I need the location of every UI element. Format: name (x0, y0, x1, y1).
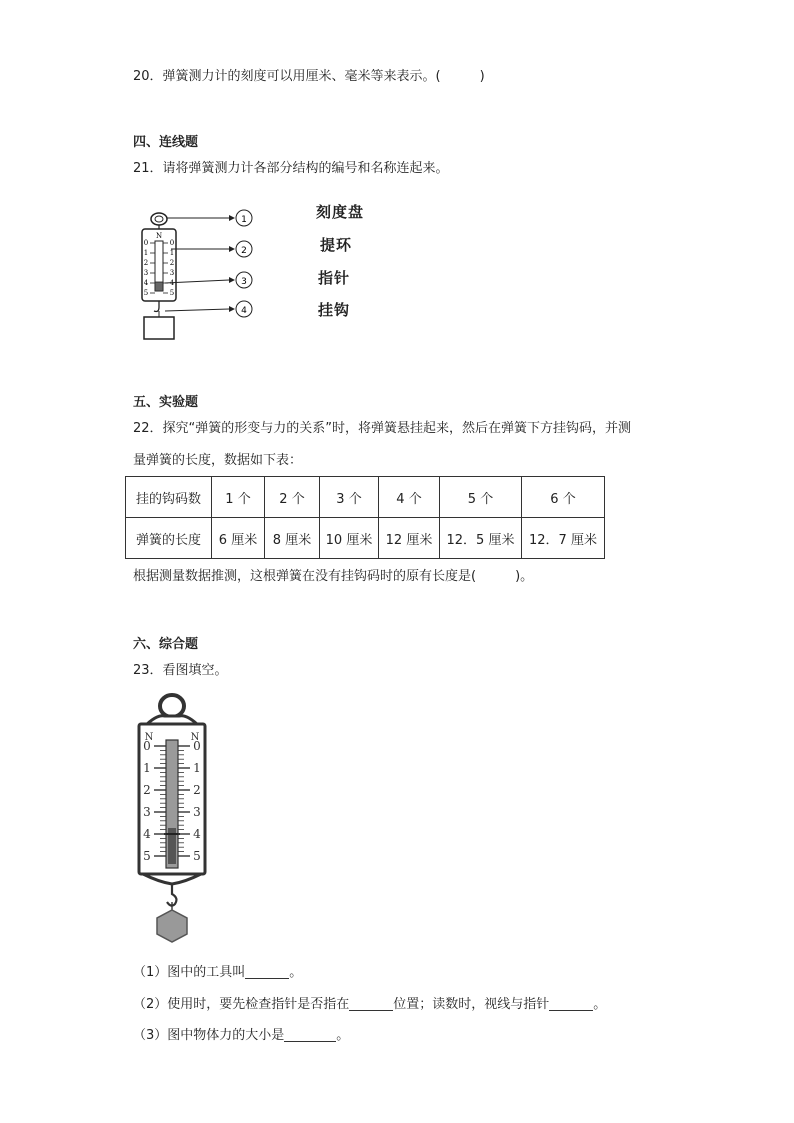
section-4-title: 四、连线题 (133, 135, 199, 150)
table-cell: 5 个 (440, 477, 522, 518)
spring-data-table (125, 476, 605, 559)
scale-number: 1 (169, 249, 175, 257)
scale-number: 4 (193, 827, 201, 841)
scale-number: 0 (143, 239, 149, 247)
name-pointer: 指针 (318, 269, 351, 287)
callout-number-3: 3 (241, 277, 247, 287)
scale-number: 1 (143, 761, 151, 775)
table-cell: 弹簧的长度 (126, 518, 212, 559)
scale-number: 3 (193, 805, 201, 819)
question-23-sub1: （1）图中的工具叫 。 (133, 965, 303, 980)
name-dial: 刻度盘 (316, 203, 365, 221)
table-row (126, 477, 605, 518)
section-6-title: 六、综合题 (133, 637, 199, 652)
answer-blank-2[interactable] (349, 996, 393, 1011)
hook (154, 301, 159, 312)
unit-label-left: N (144, 732, 154, 743)
callout-number-2: 2 (241, 246, 247, 256)
question-23: 23．看图填空。 (133, 663, 228, 678)
weight-block (144, 317, 174, 339)
ring-outer (151, 213, 167, 225)
table-cell: 8 厘米 (265, 518, 320, 559)
table-cell: 12 厘米 (379, 518, 440, 559)
table-cell: 1 个 (212, 477, 265, 518)
section-5-title: 五、实验题 (133, 395, 199, 410)
table-cell: 12．5 厘米 (440, 518, 522, 559)
scale-number: 5 (143, 289, 149, 297)
question-23-sub3: （3）图中物体力的大小是 。 (133, 1028, 350, 1043)
table-cell: 6 厘米 (212, 518, 265, 559)
scale-number: 3 (143, 269, 149, 277)
table-cell: 12．7 厘米 (522, 518, 605, 559)
scale-number: 5 (193, 849, 201, 863)
name-ring: 提环 (320, 236, 353, 254)
scale-number: 2 (143, 783, 151, 797)
question-20: 20．弹簧测力计的刻度可以用厘米、毫米等来表示。( ) (133, 69, 485, 84)
name-hook: 挂钩 (318, 301, 351, 319)
answer-blank-4[interactable] (284, 1027, 336, 1042)
spring-scale-small-diagram (135, 205, 260, 345)
table-cell: 挂的钩码数 (126, 477, 212, 518)
ring-inner (155, 216, 163, 222)
hexagon-weight (157, 910, 187, 942)
table-cell: 4 个 (379, 477, 440, 518)
scale-number: 4 (143, 279, 149, 287)
answer-blank-1[interactable] (245, 964, 289, 979)
table-cell: 6 个 (522, 477, 605, 518)
scale-number: 0 (193, 739, 201, 753)
callout-number-1: 1 (241, 215, 247, 225)
unit-label-right: N (190, 732, 200, 743)
question-22-line1: 22．探究“弹簧的形变与力的关系”时，将弹簧悬挂起来，然后在弹簧下方挂钩码，并测 (133, 421, 632, 436)
unit-label: N (155, 232, 163, 240)
question-21: 21．请将弹簧测力计各部分结构的编号和名称连起来。 (133, 161, 449, 176)
scale-number: 0 (143, 739, 151, 753)
pointer (155, 282, 163, 291)
scale-number: 2 (169, 259, 175, 267)
scale-number: 5 (169, 289, 175, 297)
ring (160, 695, 184, 717)
table-cell: 10 厘米 (320, 518, 379, 559)
scale-number: 2 (143, 259, 149, 267)
scale-number: 5 (143, 849, 151, 863)
scale-number: 4 (143, 827, 151, 841)
table-row (126, 518, 605, 559)
callout-number-4: 4 (241, 306, 247, 316)
table-cell: 3 个 (320, 477, 379, 518)
spring-scale-large-diagram (135, 688, 210, 948)
question-23-sub2: （2）使用时，要先检查指针是否指在 位置；读数时，视线与指针 。 (133, 997, 607, 1012)
answer-blank-3[interactable] (549, 996, 593, 1011)
scale-number: 2 (193, 783, 201, 797)
question-22-answer-line: 根据测量数据推测，这根弹簧在没有挂钩码时的原有长度是( )。 (133, 569, 534, 584)
question-22-line2: 量弹簧的长度，数据如下表： (133, 453, 303, 468)
scale-number: 1 (143, 249, 149, 257)
scale-number: 0 (169, 239, 175, 247)
scale-number: 1 (193, 761, 201, 775)
table-cell: 2 个 (265, 477, 320, 518)
scale-number: 3 (169, 269, 175, 277)
scale-number: 3 (143, 805, 151, 819)
